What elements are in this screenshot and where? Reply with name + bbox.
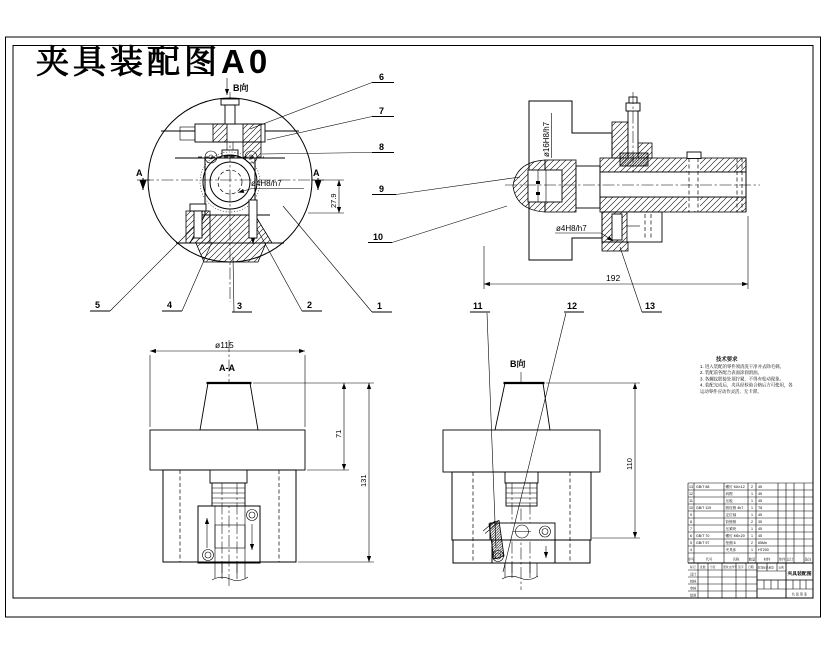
svg-text:8: 8: [690, 520, 692, 524]
callout-10: 10: [373, 232, 384, 242]
section-aa-label: A-A: [219, 363, 235, 373]
svg-text:4: 4: [690, 548, 692, 552]
dim-279: 27.9: [329, 193, 338, 208]
view-front: [136, 78, 344, 302]
svg-text:日期: 日期: [748, 565, 754, 569]
svg-text:阶段标记: 阶段标记: [758, 566, 769, 570]
view-aa: [150, 340, 374, 588]
svg-text:GB/T 119: GB/T 119: [696, 506, 712, 510]
svg-text:GB/T 70: GB/T 70: [696, 534, 710, 538]
svg-text:夹具体: 夹具体: [725, 548, 737, 552]
svg-text:夹具装配图: 夹具装配图: [787, 572, 812, 577]
svg-text:备注: 备注: [804, 557, 812, 562]
svg-text:分区: 分区: [710, 565, 716, 569]
svg-text:3. 各螺纹联接处须拧紧，不得有松动现象。: 3. 各螺纹联接处须拧紧，不得有松动现象。: [700, 376, 784, 382]
bom-table: [688, 483, 813, 563]
svg-text:2: 2: [751, 541, 753, 545]
svg-text:技术要求: 技术要求: [716, 357, 738, 363]
section-a-left: A: [136, 168, 143, 178]
callout-4: 4: [167, 300, 173, 310]
svg-text:2: 2: [751, 520, 753, 524]
svg-text:7: 7: [690, 527, 692, 531]
svg-text:10: 10: [689, 506, 693, 510]
svg-text:代号: 代号: [705, 557, 713, 562]
svg-text:6: 6: [690, 534, 692, 538]
svg-text:总计: 总计: [786, 557, 794, 562]
dim-d115: ø115: [215, 340, 234, 350]
svg-text:共 张 第 张: 共 张 第 张: [791, 592, 808, 597]
callout-12: 12: [567, 301, 578, 311]
svg-text:1: 1: [751, 527, 753, 531]
svg-text:单件: 单件: [778, 557, 786, 562]
title-block: [688, 563, 813, 598]
svg-text:45: 45: [758, 499, 762, 503]
svg-text:4. 装配完成后，夹具经检验合格后方可使用，各: 4. 装配完成后，夹具经检验合格后方可使用，各: [700, 382, 793, 388]
svg-text:35: 35: [758, 520, 762, 524]
svg-text:45: 45: [758, 492, 762, 496]
part-callouts: [90, 72, 662, 572]
svg-text:数量: 数量: [748, 557, 756, 562]
callout-3: 3: [237, 301, 243, 311]
callout-9: 9: [379, 184, 385, 194]
svg-text:更改文件号: 更改文件号: [723, 565, 737, 569]
svg-text:1: 1: [751, 513, 753, 517]
svg-text:9: 9: [690, 513, 692, 517]
svg-text:1: 1: [751, 506, 753, 510]
svg-text:45: 45: [758, 534, 762, 538]
b-view-label: B向: [510, 359, 526, 369]
svg-text:65Mn: 65Mn: [758, 541, 767, 545]
callout-11: 11: [473, 301, 483, 311]
tech-notes: [700, 355, 793, 395]
svg-text:设计: 设计: [690, 572, 697, 577]
callout-8: 8: [379, 142, 385, 152]
callout-13: 13: [645, 301, 656, 311]
svg-text:定位轴: 定位轴: [725, 513, 737, 517]
svg-text:运动零件应动作灵活、无卡滞。: 运动零件应动作灵活、无卡滞。: [700, 388, 762, 394]
b-direction-label: B向: [233, 83, 249, 93]
svg-text:处数: 处数: [700, 565, 706, 569]
svg-text:1: 1: [751, 548, 753, 552]
svg-text:校核: 校核: [690, 579, 697, 584]
svg-text:比例: 比例: [778, 566, 784, 570]
svg-text:螺钉 M4×12: 螺钉 M4×12: [725, 485, 745, 489]
svg-text:审核: 审核: [690, 586, 697, 591]
svg-text:45: 45: [758, 527, 762, 531]
callout-2: 2: [307, 300, 313, 310]
svg-text:标记: 标记: [690, 565, 696, 569]
dim-bore-side: ø16H8/h7: [542, 121, 551, 157]
svg-text:圆柱销 4h7: 圆柱销 4h7: [725, 506, 744, 510]
svg-text:批准: 批准: [690, 593, 697, 598]
svg-text:1: 1: [751, 534, 753, 538]
svg-text:45: 45: [758, 513, 762, 517]
svg-text:序号: 序号: [687, 557, 695, 562]
dim-71: 71: [334, 429, 343, 438]
svg-text:2: 2: [751, 485, 753, 489]
svg-text:螺钉 M6×20: 螺钉 M6×20: [725, 534, 745, 538]
svg-text:铰链销: 铰链销: [725, 520, 737, 524]
svg-text:垫圈 6: 垫圈 6: [725, 541, 736, 545]
svg-text:T8: T8: [758, 506, 763, 510]
dim-192: 192: [606, 273, 621, 283]
svg-text:1: 1: [751, 499, 753, 503]
drawing-frame: [6, 37, 821, 617]
svg-text:签字: 签字: [738, 565, 744, 569]
svg-text:11: 11: [689, 499, 693, 503]
svg-text:1: 1: [751, 492, 753, 496]
svg-text:压紧块: 压紧块: [725, 527, 737, 531]
view-side: [484, 92, 760, 289]
dim-131: 131: [359, 474, 368, 487]
svg-text:重量: 重量: [768, 566, 774, 570]
page-title: 夹具装配图A0: [36, 43, 272, 80]
svg-text:材料: 材料: [763, 557, 771, 562]
dim-hole-side: ø4H8/h7: [556, 224, 587, 233]
svg-text:1. 进入装配的零件须清洗干净并去除毛刺。: 1. 进入装配的零件须清洗干净并去除毛刺。: [700, 364, 784, 369]
svg-text:名称: 名称: [732, 557, 740, 562]
callout-1: 1: [377, 301, 383, 311]
svg-text:45: 45: [758, 485, 762, 489]
svg-text:2. 装配前各配合表面涂润滑油。: 2. 装配前各配合表面涂润滑油。: [700, 370, 762, 376]
callout-5: 5: [95, 300, 101, 310]
svg-text:13: 13: [689, 485, 693, 489]
svg-text:压板: 压板: [725, 499, 733, 503]
view-b: [443, 358, 640, 590]
callout-7: 7: [379, 106, 385, 116]
svg-text:5: 5: [690, 541, 692, 545]
svg-text:GB/T 68: GB/T 68: [696, 485, 710, 489]
dim-110: 110: [625, 458, 634, 470]
svg-text:斜楔: 斜楔: [725, 492, 733, 496]
section-a-right: A: [313, 168, 320, 178]
dim-hole-front: ø4H8/h7: [251, 179, 282, 188]
svg-text:HT200: HT200: [758, 548, 769, 552]
svg-text:GB/T 97: GB/T 97: [696, 541, 710, 545]
callout-6: 6: [379, 72, 385, 82]
svg-text:12: 12: [689, 492, 693, 496]
